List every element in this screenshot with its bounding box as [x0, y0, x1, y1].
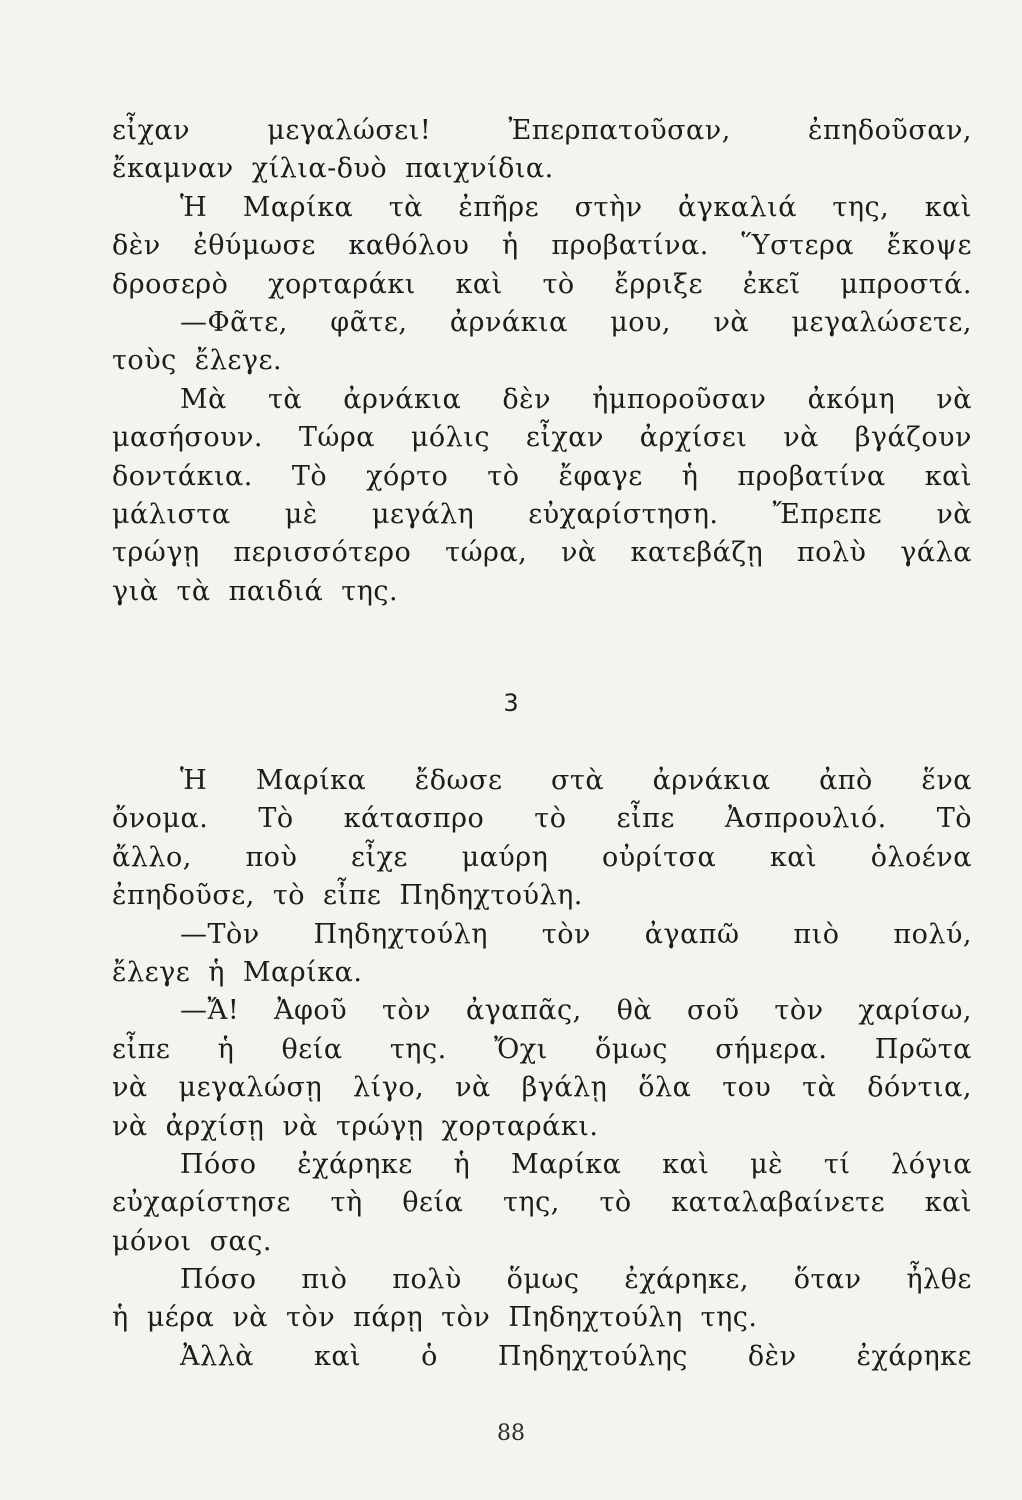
- text-line: —Φᾶτε, φᾶτε, ἀρνάκια μου, νὰ μεγαλώσετε,: [180, 306, 972, 338]
- page-number: 88: [497, 1421, 525, 1446]
- text-line: γιὰ τὰ παιδιά της.: [112, 575, 399, 607]
- text-line: τρώγῃ περισσότερο τώρα, νὰ κατεβάζῃ πολὺ γάλα: [112, 537, 972, 569]
- text-line: δοντάκια. Τὸ χόρτο τὸ ἔφαγε ἡ προβατίνα καὶ: [112, 460, 972, 492]
- text-line: —Τὸν Πηδηχτούλη τὸν ἀγαπῶ πιὸ πολύ,: [180, 918, 972, 950]
- text-line: ὄνομα. Τὸ κάτασπρο τὸ εἶπε Ἀσπρουλιό. Τὸ: [112, 803, 972, 835]
- text-line: ἔλεγε ἡ Μαρίκα.: [112, 956, 363, 988]
- text-line: μάλιστα μὲ μεγάλη εὐχαρίστηση. Ἔπρεπε νὰ: [112, 498, 972, 530]
- text-line: ἡ μέρα νὰ τὸν πάρῃ τὸν Πηδηχτούλη της.: [112, 1302, 758, 1334]
- text-line: εὐχαρίστησε τὴ θεία της, τὸ καταλαβαίνετε καὶ: [112, 1187, 972, 1219]
- text-line: δροσερὸ χορταράκι καὶ τὸ ἔρριξε ἐκεῖ μπροστά.: [112, 268, 972, 300]
- text-block-after-section: [112, 762, 972, 1376]
- text-line: Ἡ Μαρίκα τὰ ἐπῆρε στὴν ἀγκαλιά της, καὶ: [180, 191, 972, 223]
- text-line: εἶχαν μεγαλώσει! Ἐπερπατοῦσαν, ἐπηδοῦσαν,: [112, 115, 972, 146]
- text-line: νὰ ἀρχίσῃ νὰ τρώγῃ χορταράκι.: [112, 1110, 599, 1142]
- text-line: Πόσο ἐχάρηκε ἡ Μαρίκα καὶ μὲ τί λόγια: [180, 1148, 972, 1180]
- text-line: Μὰ τὰ ἀρνάκια δὲν ἠμποροῦσαν ἀκόμη νὰ: [180, 383, 972, 415]
- text-line: Ἀλλὰ καὶ ὁ Πηδηχτούλης δὲν ἐχάρηκε: [180, 1340, 972, 1372]
- text-line: —Ἄ! Ἀφοῦ τὸν ἀγαπᾶς, θὰ σοῦ τὸν χαρίσω,: [180, 995, 972, 1027]
- text-line: ἄλλο, ποὺ εἶχε μαύρη οὐρίτσα καὶ ὁλοένα: [112, 841, 972, 873]
- text-line: Πόσο πιὸ πολὺ ὅμως ἐχάρηκε, ὅταν ἦλθε: [180, 1264, 972, 1296]
- text-line: νὰ μεγαλώσῃ λίγο, νὰ βγάλῃ ὅλα του τὰ δόντια,: [112, 1072, 972, 1104]
- text-block-before-section: [112, 112, 972, 611]
- text-line: εἶπε ἡ θεία της. Ὄχι ὅμως σήμερα. Πρῶτα: [112, 1033, 972, 1065]
- text-line: μασήσουν. Τώρα μόλις εἶχαν ἀρχίσει νὰ βγάζουν: [112, 422, 972, 454]
- text-line: ἔκαμναν χίλια-δυὸ παιχνίδια.: [112, 153, 554, 185]
- text-line: ἐπηδοῦσε, τὸ εἶπε Πηδηχτούλη.: [112, 880, 583, 912]
- text-line: μόνοι σας.: [112, 1225, 272, 1257]
- text-line: τοὺς ἔλεγε.: [112, 345, 283, 377]
- text-line: Ἡ Μαρίκα ἔδωσε στὰ ἀρνάκια ἀπὸ ἕνα: [180, 765, 972, 796]
- text-line: δὲν ἐθύμωσε καθόλου ἡ προβατίνα. Ὕστερα ἔκοψε: [112, 230, 972, 262]
- section-number: 3: [503, 689, 519, 717]
